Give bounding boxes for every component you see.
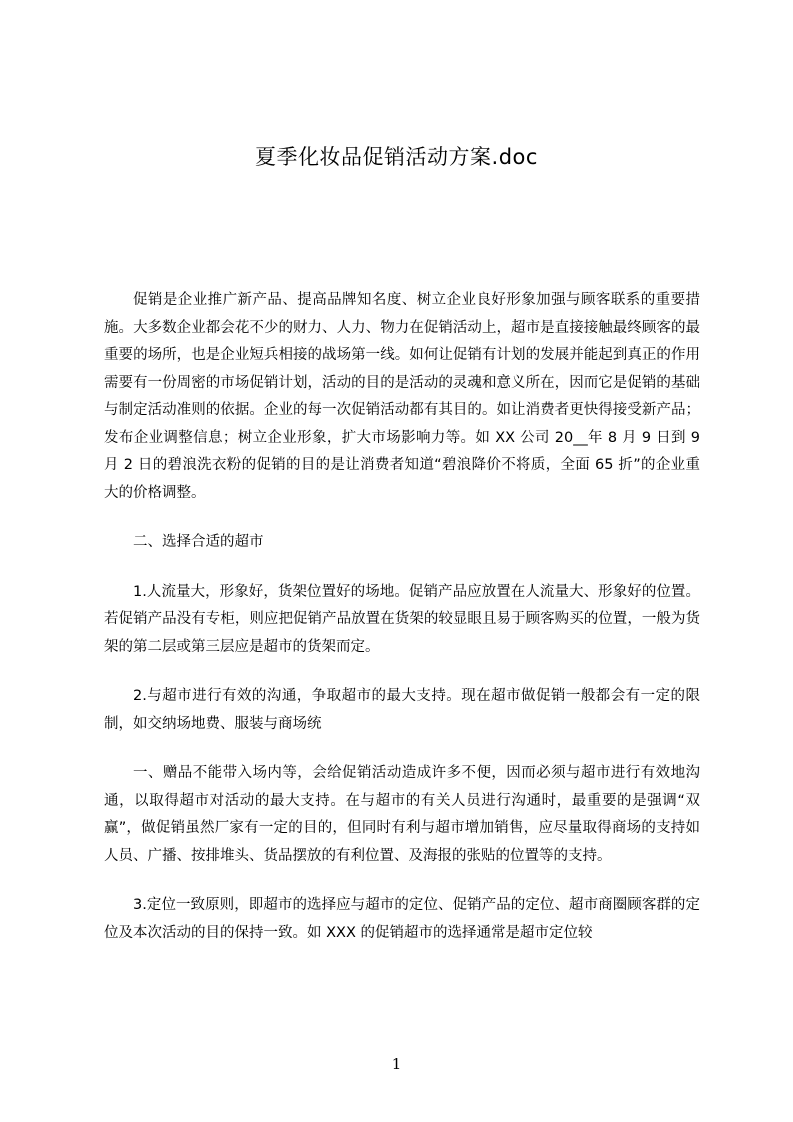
section-heading-choose-supermarket: 二、选择合适的超市 bbox=[133, 534, 264, 550]
paragraph-point-2-continued: 一、赠品不能带入场内等，会给促销活动造成许多不便，因而必须与超市进行有效地沟通，以取得超市对活动的最大支持。在与超市的有关人员进行沟通时，最重要的是强调“双赢”，做促销虽然厂家有一定的目的，但同时有利与超市增加销售，应尽量取得商场的支持如人员、广播、按排堆头、货品摆放的有利位置、及海报的张贴的位置等的支持。 bbox=[104, 765, 700, 864]
paragraph-point-1: 1.人流量大，形象好，货架位置好的场地。促销产品应放置在人流量大、形象好的位置。若促销产品没有专柜，则应把促销产品放置在货架的较显眼且易于顾客购买的位置，一般为货架的第二层或第三层应是超市的货架而定。 bbox=[104, 583, 700, 655]
paragraph-point-3: 3.定位一致原则，即超市的选择应与超市的定位、促销产品的定位、超市商圈顾客群的定位及本次活动的目的保持一致。如 XXX 的促销超市的选择通常是超市定位较 bbox=[104, 897, 700, 941]
paragraph-point-2: 2.与超市进行有效的沟通，争取超市的最大支持。现在超市做促销一般都会有一定的限制，如交纳场地费、服装与商场统 bbox=[104, 688, 700, 732]
document-title: 夏季化妆品促销活动方案.doc bbox=[255, 145, 538, 169]
page-number: 1 bbox=[391, 1055, 402, 1073]
paragraph-intro: 促销是企业推广新产品、提高品牌知名度、树立企业良好形象加强与顾客联系的重要措施。大多数企业都会花不少的财力、人力、物力在促销活动上，超市是直接接触最终顾客的最重要的场所，也是企业短兵相接的战场第一线。如何让促销有计划的发展并能起到真正的作用需要有一份周密的市场促销计划，活动的目的是活动的灵魂和意义所在，因而它是促销的基础与制定活动准则的依据。企业的每一次促销活动都有其目的。如让消费者更快得接受新产品；发布企业调整信息；树立企业形象，扩大市场影响力等。如 XX 公司 20__年 8 月 9 日到 9 月 2 日的碧浪洗衣粉的促销的目的是让消费者知道“碧浪降价不将质，全面 65 折”的企业重大的价格调整。 bbox=[104, 292, 700, 501]
document-body bbox=[104, 287, 700, 969]
